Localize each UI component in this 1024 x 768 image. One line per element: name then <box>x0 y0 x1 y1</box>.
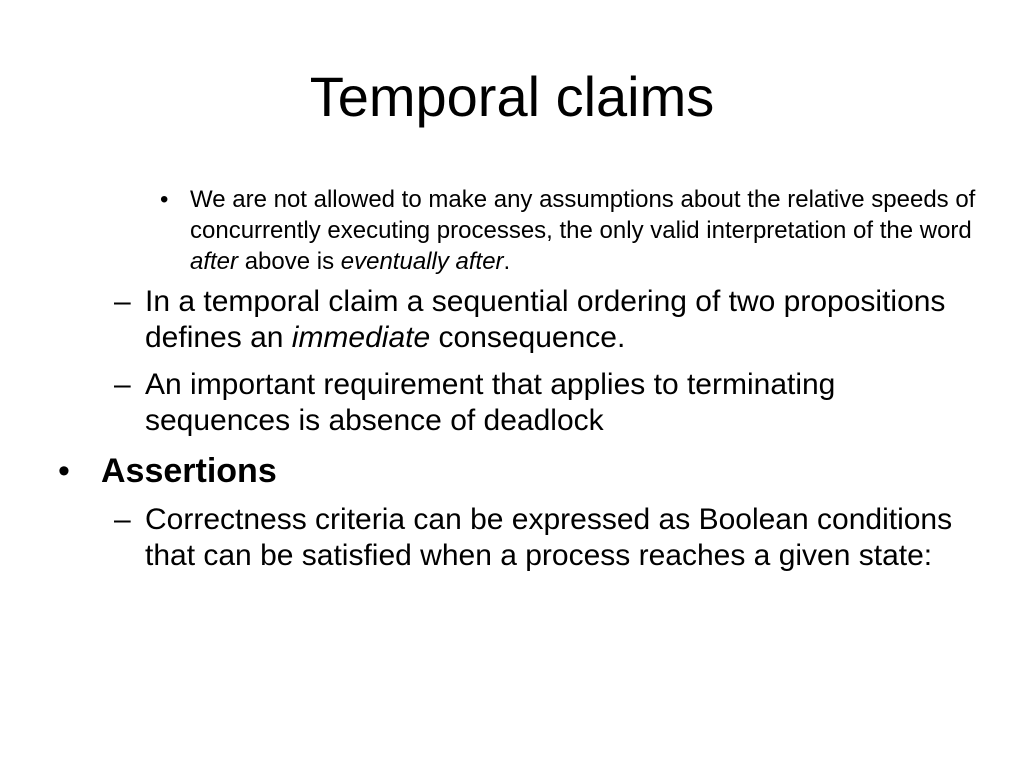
bullet-marker: • <box>58 452 70 490</box>
dash-marker: – <box>114 285 131 318</box>
bullet-item-assertions <box>0 451 1024 493</box>
emphasis-immediate: immediate <box>291 321 431 354</box>
bullet-item-speeds <box>0 184 1024 279</box>
dash-marker: – <box>114 503 131 536</box>
dash-marker: – <box>114 368 131 401</box>
bullet-text: We are not allowed to make any assumptions about the relative speeds of concurrently executing processes, the only valid interpretation of the word after above is eventually after. <box>190 186 976 275</box>
sub-item-deadlock <box>0 367 1024 441</box>
sub-item-correctness-criteria <box>0 502 1024 612</box>
sub-item-text: An important requirement that applies to terminating sequences is absence of deadlock <box>145 368 836 437</box>
emphasis-eventually-after: eventually after <box>340 248 504 275</box>
bullet-heading-text: Assertions <box>101 452 277 490</box>
sub-item-immediate-consequence <box>0 284 1024 358</box>
sub-item-text: Correctness criteria can be expressed as Boolean conditions that can be satisfied when a process reaches a given state: <box>145 503 953 572</box>
sub-item-text: In a temporal claim a sequential ordering of two propositions defines an immediate consequence. <box>145 285 946 354</box>
emphasis-after: after <box>190 248 239 275</box>
slide-title: Temporal claims <box>309 65 715 128</box>
bullet-marker: • <box>160 186 169 213</box>
